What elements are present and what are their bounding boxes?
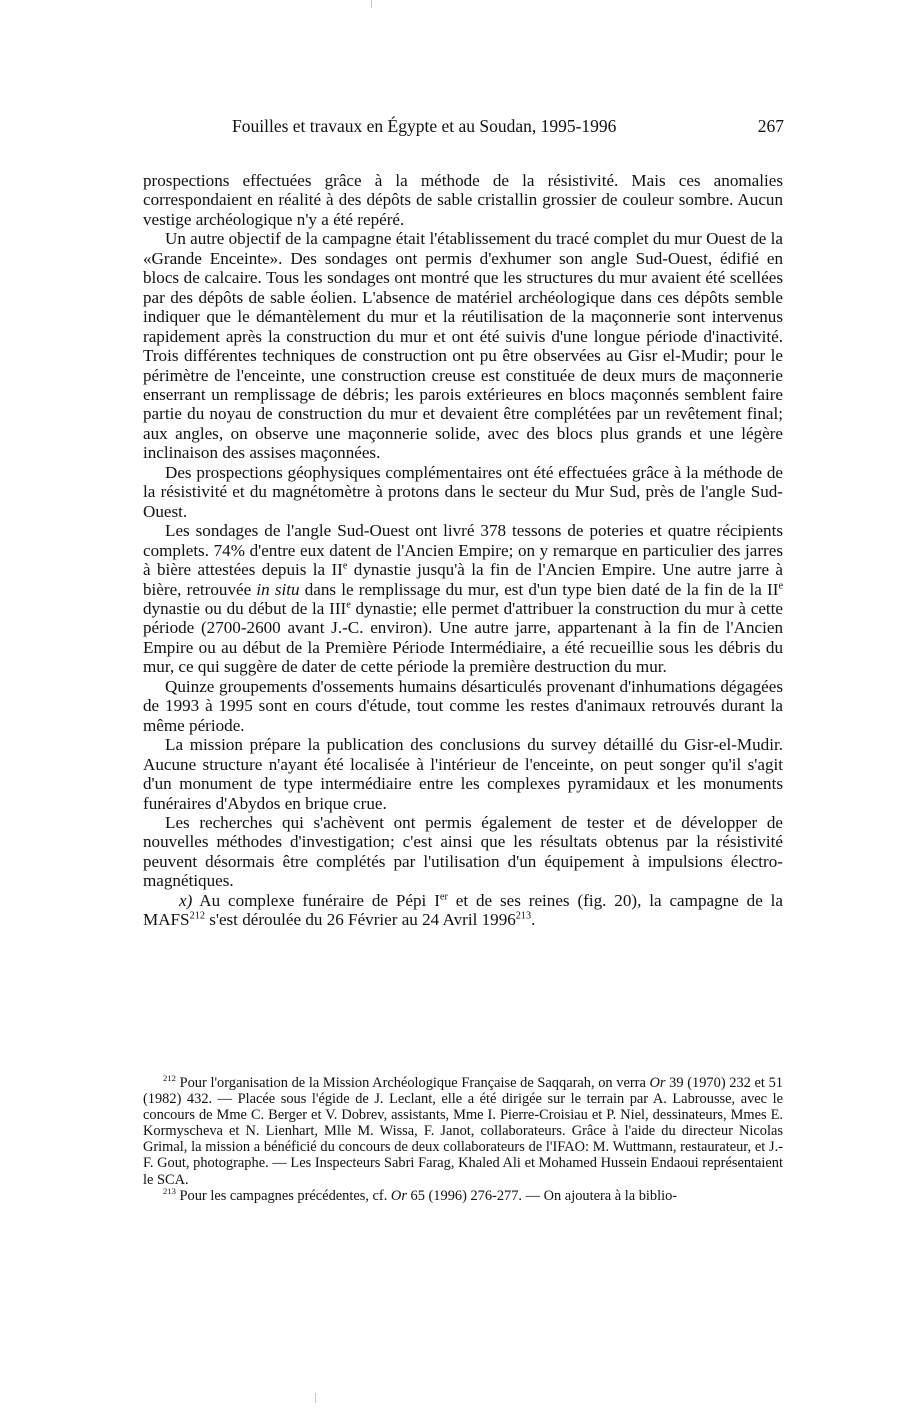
journal-abbrev: Or bbox=[390, 1187, 407, 1204]
footnote-212 bbox=[143, 1075, 783, 1188]
paragraph-4-text: Les sondages de l'angle Sud-Ouest ont livré 378 tessons de poteries et quatre récipients complets. 74% d'entre eux datent de l'Ancien Empire; on y remarque en particulier des jarres à bière attestées depuis la II bbox=[143, 521, 783, 580]
paragraph-4 bbox=[143, 521, 783, 677]
footnote-number: 213 bbox=[163, 1185, 176, 1196]
superscript: e bbox=[342, 560, 348, 572]
scan-mark-bottom bbox=[315, 1393, 316, 1403]
paragraph-6: La mission prépare la publication des conclusions du survey détaillé du Gisr-el-Mudir. Aucune structure n'ayant été localisée à l'intérieur de l'enceinte, on peut songer qu'il s'agit d'un monument de type intermédiaire entre les complexes pyramidaux et les monuments funéraires d'Abydos en brique crue. bbox=[143, 735, 783, 813]
paragraph-4-text: dynastie; elle permet d'attribuer la construction du mur à cette période (2700-2600 avant J.-C. environ). Une autre jarre, appartenant à la fin de l'Ancien Empire ou au début de la Première Période Intermédiaire, a été recueillie sous les débris du mur, ce qui suggère de dater de cette période la première destruction du mur. bbox=[143, 598, 783, 677]
paragraph-8-text: s'est déroulée du 26 Février au 24 Avril 1996 bbox=[204, 910, 516, 930]
paragraph-1: prospections effectuées grâce à la méthode de la résistivité. Mais ces anomalies correspondaient en réalité à des dépôts de sable cristallin grossier de couleur sombre. Aucun vestige archéologique n'y a été repéré. bbox=[143, 171, 783, 229]
paragraph-8-text: et de ses reines (fig. 20), la campagne de la MAFS bbox=[143, 890, 783, 930]
superscript: e bbox=[346, 599, 351, 611]
journal-abbrev: Or bbox=[649, 1075, 666, 1091]
footnote-text: Pour l'organisation de la Mission Archéologique Française de Saqqarah, on verra bbox=[175, 1075, 650, 1091]
paragraph-2: Un autre objectif de la campagne était l'établissement du tracé complet du mur Ouest de la «Grande Enceinte». Des sondages ont permis d'exhumer son angle Sud-Ouest, édifié en blocs de calcaire. Tous les sondages ont montré que les structures du mur avaient été scellées par des dépôts de sable éolien. L'absence de matériel archéologique dans ces dépôts semble indiquer que le démantèlement du mur et la réutilisation de la maçonnerie sont intervenus rapidement après la construction du mur et ont été suivis d'une longue période d'inactivité. Trois différentes techniques de construction ont pu être observées au Gisr el-Mudir; pour le périmètre de l'enceinte, une construction creuse est constituée de deux murs de maçonnerie enserrant un remplissage de débris; les parois extérieures en blocs maçonnés semblent faire partie du noyau de construction du mur et devaient être complétées par un revêtement final; aux angles, on observe une maçonnerie solide, avec des blocs plus grands et une légère inclinaison des assises maçonnées. bbox=[143, 229, 783, 463]
article-body bbox=[143, 171, 783, 930]
footnote-text: Pour les campagnes précédentes, cf. bbox=[175, 1187, 391, 1204]
paragraph-5: Quinze groupements d'ossements humains désarticulés provenant d'inhumations dégagées de 1993 à 1995 sont en cours d'étude, tout comme les restes d'animaux retrouvés durant la même période. bbox=[143, 676, 783, 735]
footnotes bbox=[143, 1075, 783, 1204]
paragraph-7: Les recherches qui s'achèvent ont permis également de tester et de développer de nouvelles méthodes d'investigation; c'est ainsi que les résultats obtenus par la résistivité peuvent désormais être complétés par l'utilisation d'un équipement à impulsions électro-magnétiques. bbox=[143, 812, 783, 891]
footnote-ref-213[interactable]: 213 bbox=[515, 910, 532, 922]
running-title: Fouilles et travaux en Égypte et au Soudan, 1995-1996 bbox=[232, 116, 617, 136]
paragraph-4-text: dans le remplissage du mur, est d'un type bien daté de la fin de la II bbox=[299, 579, 779, 599]
scan-mark-top bbox=[371, 0, 372, 8]
footnote-text: 65 (1996) 276-277. — On ajoutera à la biblio- bbox=[406, 1187, 678, 1204]
superscript: er bbox=[439, 891, 448, 903]
paragraph-4-text: dynastie jusqu'à la fin de l'Ancien Empire. Une autre jarre à bière, retrouvée bbox=[143, 560, 783, 599]
paragraph-3: Des prospections géophysiques complémentaires ont été effectuées grâce à la méthode de la résistivité et du magnétomètre à protons dans le secteur du Mur Sud, près de l'angle Sud-Ouest. bbox=[143, 462, 783, 521]
footnote-213 bbox=[143, 1185, 783, 1204]
paragraph-8-text: . bbox=[531, 910, 536, 930]
page-header bbox=[142, 116, 784, 140]
footnote-number: 212 bbox=[163, 1073, 176, 1084]
section-label: x) bbox=[179, 890, 193, 910]
footnote-ref-212[interactable]: 212 bbox=[189, 910, 205, 922]
superscript: e bbox=[778, 579, 783, 591]
page-number: 267 bbox=[757, 116, 784, 136]
paragraph-8 bbox=[143, 891, 783, 930]
paragraph-4-text: dynastie ou du début de la III bbox=[143, 598, 347, 618]
paragraph-8-text: Au complexe funéraire de Pépi I bbox=[192, 890, 440, 910]
footnote-text: 39 (1970) 232 et 51 (1982) 432. — Placée sous l'égide de J. Leclant, elle a été dirigée sur le terrain par A. Labrousse, avec le concours de Mme C. Berger et V. Dobrev, assistants, Mme I. Pierre-Croisiau et P. Niel, dessinateurs, Mmes E. Kormyscheva et N. Lienhart, Mlle M. Wissa, F. Janot, collaborateurs. Grâce à l'aide du directeur Nicolas Grimal, la mission a bénéficié du concours de deux collaborateurs de l'IFAO: M. Wuttmann, restaurateur, et J.-F. Gout, photographe. — Les Inspecteurs Sabri Farag, Khaled Ali et Mohamed Hussein Endaoui représentaient le SCA. bbox=[143, 1075, 783, 1188]
italic-term: in situ bbox=[256, 579, 300, 599]
